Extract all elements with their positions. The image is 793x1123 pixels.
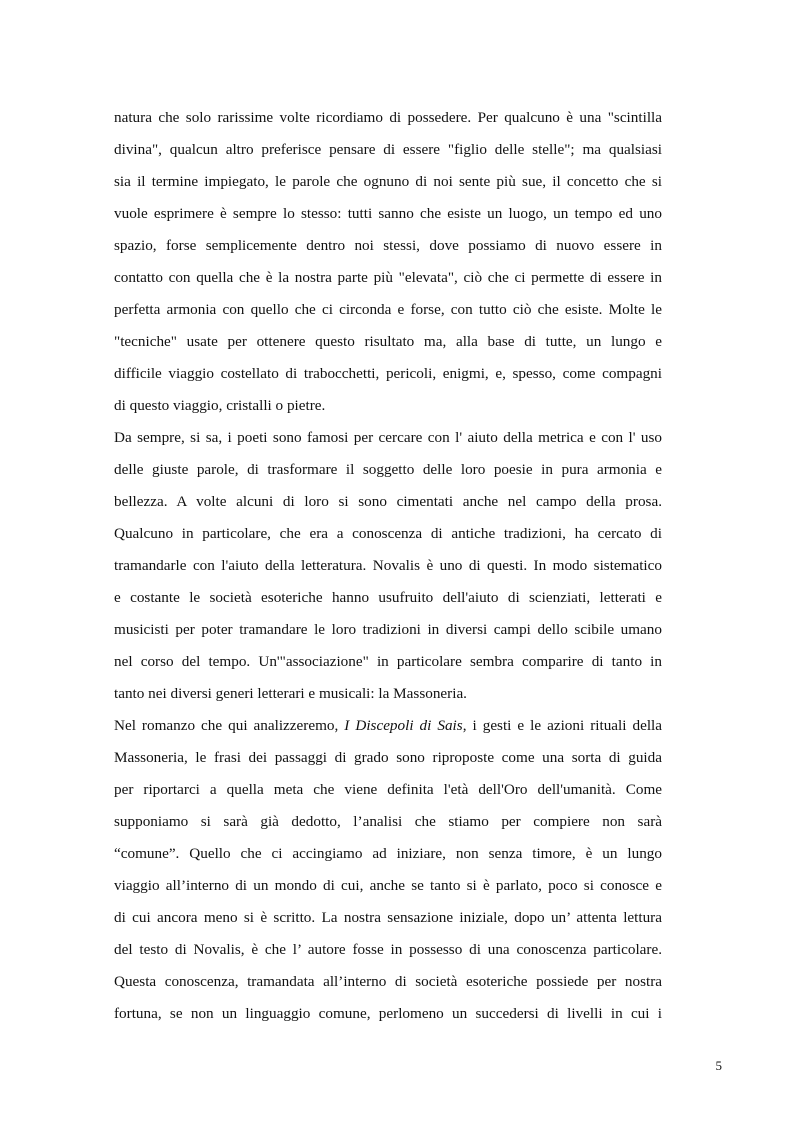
page-number: 5 <box>715 1058 722 1073</box>
text-line: sia il termine impiegato, le parole che ognuno di noi sente più sue, il concetto che si <box>114 173 662 190</box>
text-line: perfetta armonia con quello che ci circonda e forse, con tutto ciò che esiste. Molte le <box>114 301 662 318</box>
text-line: di cui ancora meno si è scritto. La nostra sensazione iniziale, dopo un’ attenta lettura <box>114 909 662 926</box>
text-line: difficile viaggio costellato di trabocchetti, pericoli, enigmi, e, spesso, come compagni <box>114 365 662 382</box>
text-line: nel corso del tempo. Un'"associazione" in particolare sembra comparire di tanto in <box>114 653 662 670</box>
text-line: delle giuste parole, di trasformare il soggetto delle loro poesie in pura armonia e <box>114 461 662 478</box>
text-line: Da sempre, si sa, i poeti sono famosi per cercare con l' aiuto della metrica e con l' uso <box>114 429 662 446</box>
text-line: fortuna, se non un linguaggio comune, perlomeno un succedersi di livelli in cui i <box>114 1005 662 1022</box>
book-title: I Discepoli di Sais <box>344 717 463 734</box>
text-line: Massoneria, le frasi dei passaggi di grado sono riproposte come una sorta di guida <box>114 749 662 766</box>
text-line: divina", qualcun altro preferisce pensare di essere "figlio delle stelle"; ma qualsiasi <box>114 141 662 158</box>
text-line: Questa conoscenza, tramandata all’interno di società esoteriche possiede per nostra <box>114 973 662 990</box>
text-line: bellezza. A volte alcuni di loro si sono cimentati anche nel campo della prosa. <box>114 493 662 510</box>
body-text <box>114 102 662 1030</box>
text-line: “comune”. Quello che ci accingiamo ad iniziare, non senza timore, è un lungo <box>114 845 662 862</box>
text-line: tramandarle con l'aiuto della letteratura. Novalis è uno di questi. In modo sistematico <box>114 557 662 574</box>
text-segment: , i gesti e le azioni rituali della <box>462 717 662 734</box>
text-line: contatto con quella che è la nostra parte più "elevata", ciò che ci permette di essere in <box>114 269 662 286</box>
text-line: natura che solo rarissime volte ricordiamo di possedere. Per qualcuno è una "scintilla <box>114 109 662 126</box>
text-line: tanto nei diversi generi letterari e musicali: la Massoneria. <box>114 685 467 702</box>
text-segment: Nel romanzo che qui analizzeremo, <box>114 717 345 734</box>
text-line: supponiamo si sarà già dedotto, l’analisi che stiamo per compiere non sarà <box>114 813 662 830</box>
text-line: e costante le società esoteriche hanno usufruito dell'aiuto di scienziati, letterati e <box>114 589 662 606</box>
text-line: Qualcuno in particolare, che era a conoscenza di antiche tradizioni, ha cercato di <box>114 525 662 542</box>
text-line: spazio, forse semplicemente dentro noi stessi, dove possiamo di nuovo essere in <box>114 237 662 254</box>
text-line <box>114 710 662 742</box>
text-line: vuole esprimere è sempre lo stesso: tutti sanno che esiste un luogo, un tempo ed uno <box>114 205 662 222</box>
text-line: musicisti per poter tramandare le loro tradizioni in diversi campi dello scibile umano <box>114 621 662 638</box>
text-line: "tecniche" usate per ottenere questo risultato ma, alla base di tutte, un lungo e <box>114 333 662 350</box>
text-line: viaggio all’interno di un mondo di cui, anche se tanto si è parlato, poco si conosce e <box>114 877 662 894</box>
text-line: di questo viaggio, cristalli o pietre. <box>114 397 326 414</box>
text-line: del testo di Novalis, è che l’ autore fosse in possesso di una conoscenza particolare. <box>114 941 662 958</box>
text-line: per riportarci a quella meta che viene definita l'età dell'Oro dell'umanità. Come <box>114 781 662 798</box>
